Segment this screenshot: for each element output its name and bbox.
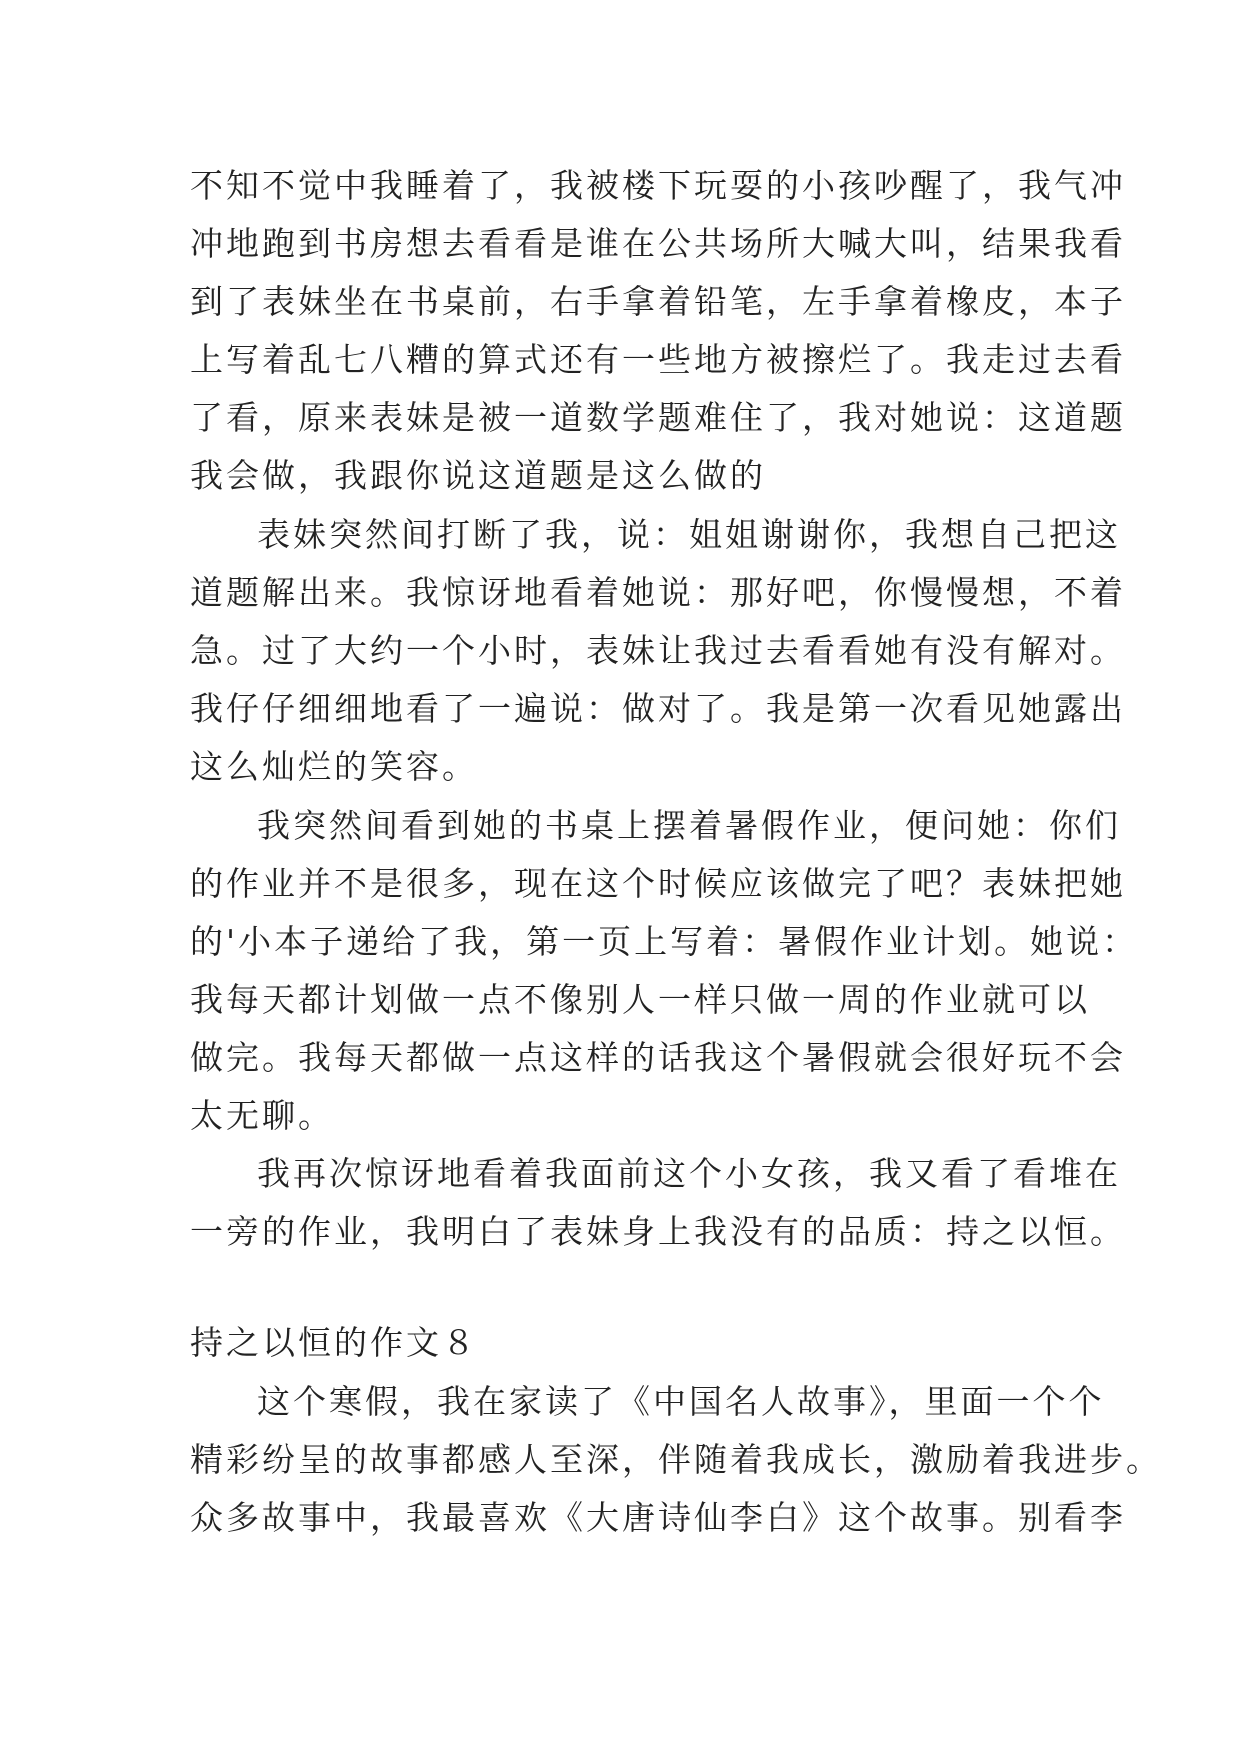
paragraph-line: 精彩纷呈的故事都感人至深，伴随着我成长，激励着我进步。 — [190, 1440, 1162, 1479]
paragraph-5 — [190, 1373, 1162, 1547]
paragraph-first-line: 这个寒假，我在家读了《中国名人故事》，里面一个个 — [257, 1382, 1105, 1421]
paragraph-line: 道题解出来。我惊讶地看着她说：那好吧，你慢慢想，不着 — [190, 573, 1126, 612]
paragraph-line: 我每天都计划做一点不像别人一样只做一周的作业就可以 — [190, 980, 1090, 1019]
paragraph-line: 我仔仔细细地看了一遍说：做对了。我是第一次看见她露出 — [190, 689, 1126, 728]
essay-heading: 持之以恒的作文８ — [190, 1323, 478, 1362]
paragraph-line: 这么灿烂的笑容。 — [190, 747, 478, 786]
paragraph-line: 众多故事中，我最喜欢《大唐诗仙李白》这个故事。别看李 — [190, 1498, 1126, 1537]
paragraph-line: 上写着乱七八糟的算式还有一些地方被擦烂了。我走过去看 — [190, 340, 1126, 379]
paragraph-first-line: 我再次惊讶地看着我面前这个小女孩，我又看了看堆在 — [257, 1154, 1121, 1193]
paragraph-first-line: 我突然间看到她的书桌上摆着暑假作业，便问她：你们 — [257, 806, 1121, 845]
essay-heading-block — [190, 1314, 1070, 1372]
paragraph-1 — [190, 157, 1126, 505]
paragraph-line: 做完。我每天都做一点这样的话我这个暑假就会很好玩不会 — [190, 1038, 1126, 1077]
paragraph-line: 不知不觉中我睡着了，我被楼下玩耍的小孩吵醒了，我气冲 — [190, 166, 1126, 205]
paragraph-line: 冲地跑到书房想去看看是谁在公共场所大喊大叫，结果我看 — [190, 224, 1126, 263]
paragraph-line: 了看，原来表妹是被一道数学题难住了，我对她说：这道题 — [190, 398, 1126, 437]
paragraph-line: 一旁的作业，我明白了表妹身上我没有的品质：持之以恒。 — [190, 1212, 1126, 1251]
paragraph-line: 到了表妹坐在书桌前，右手拿着铅笔，左手拿着橡皮，本子 — [190, 282, 1126, 321]
paragraph-3 — [190, 797, 1139, 1145]
paragraph-2 — [190, 506, 1126, 796]
paragraph-line: 的作业并不是很多，现在这个时候应该做完了吧？表妹把她 — [190, 864, 1126, 903]
paragraph-line: 太无聊。 — [190, 1096, 334, 1135]
paragraph-line: 急。过了大约一个小时，表妹让我过去看看她有没有解对。 — [190, 631, 1126, 670]
paragraph-line: 我会做，我跟你说这道题是这么做的 — [190, 456, 766, 495]
paragraph-line: 的'小本子递给了我，第一页上写着：暑假作业计划。她说： — [190, 922, 1139, 961]
paragraph-4 — [190, 1145, 1126, 1261]
paragraph-first-line: 表妹突然间打断了我，说：姐姐谢谢你，我想自己把这 — [257, 515, 1121, 554]
